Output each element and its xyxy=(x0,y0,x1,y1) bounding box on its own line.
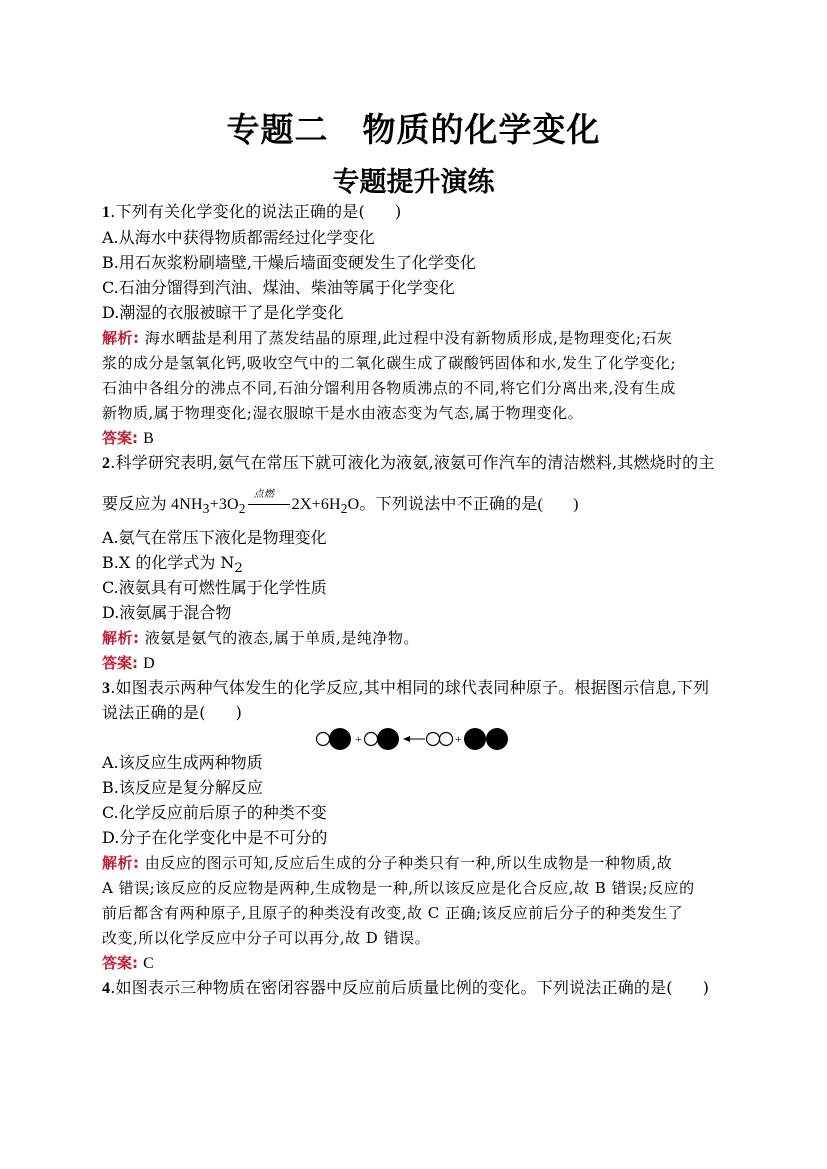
question-3-analysis: 解析: 由反应的图示可知,反应后生成的分子种类只有一种,所以生成物是一种物质,故 xyxy=(102,854,673,872)
page-subtitle: 专题提升演练 xyxy=(332,167,495,198)
question-2-stem: 2.科学研究表明,氨气在常压下就可液化为液氨,液氨可作汽车的清洁燃料,其燃烧时的主 xyxy=(102,453,715,472)
black-atom xyxy=(377,728,399,750)
answer-value: C xyxy=(143,955,154,972)
question-1-answer xyxy=(102,427,154,450)
answer-value: B xyxy=(143,430,154,447)
question-1-analysis-line-4: 新物质,属于物理变化;湿衣服晾干是水由液态变为气态,属于物理变化。 xyxy=(102,404,584,422)
question-number: 2 xyxy=(102,455,111,472)
equation-bar xyxy=(248,504,290,505)
question-number: 3 xyxy=(102,680,111,697)
analysis-label: 解析: xyxy=(102,329,140,347)
plus-sign: + xyxy=(455,732,462,746)
question-2-equation-line: 要反应为 $4NH_3+3O_2$ 点燃 $2X+6H_2O$。下列说法中不正确的是( ) xyxy=(102,494,579,520)
question-4-stem: 4.如图表示三种物质在密闭容器中反应前后质量比例的变化。下列说法正确的是( ) xyxy=(102,978,710,997)
reaction-condition: 点燃 xyxy=(253,489,275,500)
question-2-answer xyxy=(102,652,155,675)
question-3-option-c: C.化学反应前后原子的种类不变 xyxy=(102,803,327,822)
question-2-option-b: B.X 的化学式为 $N_2$ xyxy=(102,553,243,577)
question-3-analysis-line-4: 改变,所以化学反应中分子可以再分,故 D 错误。 xyxy=(102,929,431,947)
white-atom xyxy=(317,733,330,746)
plus-sign: + xyxy=(355,732,362,746)
white-atom xyxy=(440,733,453,746)
question-2-option-d: D.液氨属于混合物 xyxy=(102,603,232,622)
question-3-option-a: A.该反应生成两种物质 xyxy=(102,753,263,772)
question-3-analysis-line-3: 前后都含有两种原子,且原子的种类没有改变,故 C 正确;该反应前后分子的种类发生了 xyxy=(102,904,684,922)
white-atom xyxy=(365,733,378,746)
question-3-option-d: D.分子在化学变化中是不可分的 xyxy=(102,828,328,847)
question-1-analysis-line-2: 浆的成分是氢氧化钙,吸收空气中的二氧化碳生成了碳酸钙固体和水,发生了化学变化; xyxy=(102,354,677,372)
question-3-stem: 3.如图表示两种气体发生的化学反应,其中相同的球代表同种原子。根据图示信息,下列 xyxy=(102,678,710,697)
question-3-stem-line-2: 说法正确的是( ) xyxy=(102,703,243,722)
question-2-analysis: 解析: 液氨是氨气的液态,属于单质,是纯净物。 xyxy=(102,629,419,647)
question-number: 4 xyxy=(102,980,111,997)
question-2-option-c: C.液氨具有可燃性属于化学性质 xyxy=(102,578,327,597)
reaction-arrow-head xyxy=(403,736,410,742)
question-1-option-d: D.潮湿的衣服被晾干了是化学变化 xyxy=(102,303,344,322)
white-atom xyxy=(427,733,440,746)
question-1-analysis-line-3: 石油中各组分的沸点不同,石油分馏利用各物质沸点的不同,将它们分离出来,没有生成 xyxy=(102,379,676,397)
answer-label: 答案: xyxy=(102,654,138,672)
black-atom xyxy=(486,728,508,750)
question-3-option-b: B.该反应是复分解反应 xyxy=(102,778,263,797)
question-number: 1 xyxy=(102,204,111,221)
question-1-option-b: B.用石灰浆粉刷墙壁,干燥后墙面变硬发生了化学变化 xyxy=(102,253,476,272)
question-3-analysis-line-2: A 错误;该反应的反应物是两种,生成物是一种,所以该反应是化合反应,故 B 错误;反应的 xyxy=(102,879,695,897)
question-1-option-a: A.从海水中获得物质都需经过化学变化 xyxy=(102,228,375,247)
question-3-answer xyxy=(102,952,154,975)
question-1-analysis: 解析: 海水晒盐是利用了蒸发结晶的原理,此过程中没有新物质形成,是物理变化;石灰 xyxy=(102,329,673,347)
reaction-condition-arrow xyxy=(246,489,292,516)
answer-label: 答案: xyxy=(102,429,138,447)
analysis-label: 解析: xyxy=(102,629,140,647)
answer-value: D xyxy=(143,655,155,672)
question-2-option-a: A.氨气在常压下液化是物理变化 xyxy=(102,528,327,547)
question-1-option-c: C.石油分馏得到汽油、煤油、柴油等属于化学变化 xyxy=(102,278,455,297)
answer-label: 答案: xyxy=(102,954,138,972)
analysis-label: 解析: xyxy=(102,854,140,872)
molecule-reaction-diagram xyxy=(315,726,515,752)
page-title: 专题二 物质的化学变化 xyxy=(226,110,601,149)
question-1-stem: 1.下列有关化学变化的说法正确的是( ) xyxy=(102,202,402,221)
black-atom xyxy=(329,728,351,750)
black-atom xyxy=(464,728,486,750)
